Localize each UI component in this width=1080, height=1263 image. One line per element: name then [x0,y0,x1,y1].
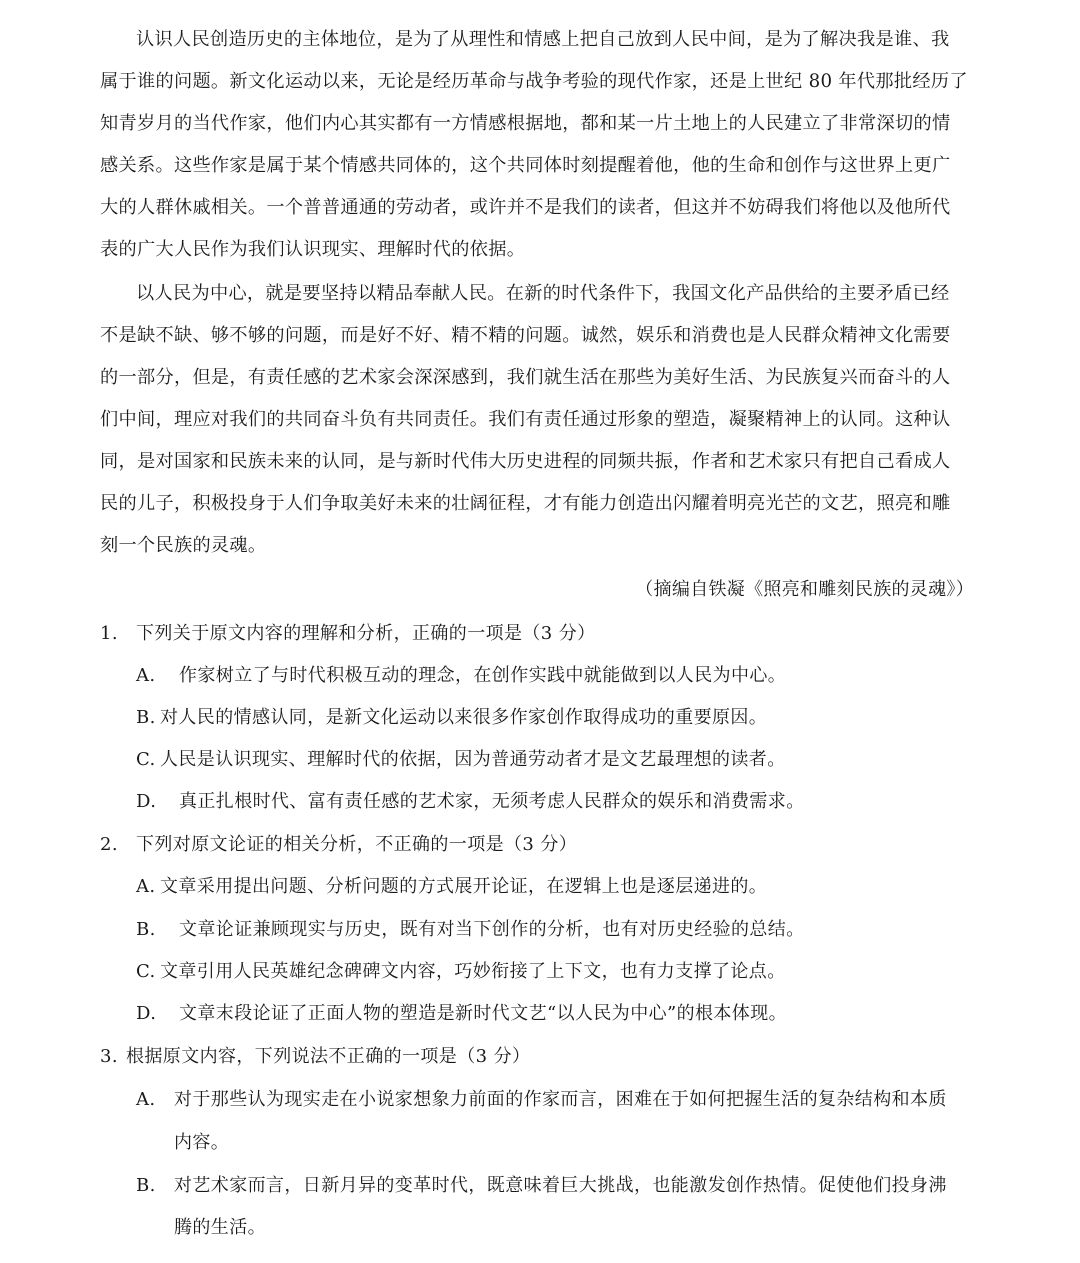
passage-line: 民的儿子，积极投身于人们争取美好未来的壮阔征程，才有能力创造出闪耀着明亮光芒的文艺，照亮和雕 [100,493,951,514]
option-text: 文章论证兼顾现实与历史，既有对当下创作的分析，也有对历史经验的总结。 [179,919,805,940]
passage-line: 感关系。这些作家是属于某个情感共同体的，这个共同体时刻提醒着他，他的生命和创作与这世界上更广 [100,155,951,176]
option-label: A. [136,876,156,897]
passage-line: 同，是对国家和民族未来的认同，是与新时代伟大历史进程的同频共振，作者和艺术家只有把自己看成人 [100,451,951,472]
option-text: 人民是认识现实、理解时代的依据，因为普通劳动者才是文艺最理想的读者。 [160,749,786,770]
option-text: 对于那些认为现实走在小说家想象力前面的作家而言，困难在于如何把握生活的复杂结构和本质 [174,1089,947,1110]
passage-line: 知青岁月的当代作家，他们内心其实都有一方情感根据地，都和某一片土地上的人民建立了非常深切的情 [100,113,951,134]
option-text: 作家树立了与时代积极互动的理念，在创作实践中就能做到以人民为中心。 [179,665,787,686]
passage-line: 表的广大人民作为我们认识现实、理解时代的依据。 [100,239,526,260]
option-text: 文章引用人民英雄纪念碑碑文内容，巧妙衔接了上下文，也有力支撑了论点。 [160,961,786,982]
passage-source: （摘编自铁凝《照亮和雕刻民族的灵魂》） [635,579,974,600]
question-text: 根据原文内容，下列说法不正确的一项是（3 分） [126,1046,531,1067]
option [136,921,805,939]
option-label: C. [136,961,156,982]
question-number: 1. [100,623,118,644]
option-text: 对人民的情感认同，是新文化运动以来很多作家创作取得成功的重要原因。 [160,707,768,728]
option-text: 文章采用提出问题、分析问题的方式展开论证，在逻辑上也是逐层递进的。 [160,876,768,897]
question-number: 2. [100,834,118,855]
option [136,878,767,896]
question-stem [100,625,596,643]
question-number: 3. [100,1046,118,1067]
question-stem [100,1048,530,1066]
option-label: D. [136,1003,157,1024]
question-text: 下列对原文论证的相关分析，不正确的一项是（3 分） [136,834,578,855]
passage-line: 的一部分，但是，有责任感的艺术家会深深感到，我们就生活在那些为美好生活、为民族复兴而奋斗的人 [100,367,951,388]
passage-line: 认识人民创造历史的主体地位，是为了从理性和情感上把自己放到人民中间，是为了解决我是谁、我 [136,29,950,50]
option [136,793,805,811]
option [136,963,786,981]
passage-line: 属于谁的问题。新文化运动以来，无论是经历革命与战争考验的现代作家，还是上世纪 80 年代那批经历了 [100,71,968,92]
passage-line: 以人民为中心，就是要坚持以精品奉献人民。在新的时代条件下，我国文化产品供给的主要矛盾已经 [136,283,950,304]
option-label: D. [136,791,157,812]
option [136,1177,947,1195]
option-continuation: 腾的生活。 [174,1217,266,1238]
passage-line: 刻一个民族的灵魂。 [100,535,267,556]
option [136,751,786,769]
option [136,667,786,685]
option-label: B. [136,1175,156,1196]
option-label: B. [136,707,156,728]
option-label: A. [136,665,156,686]
option-text: 真正扎根时代、富有责任感的艺术家，无须考虑人民群众的娱乐和消费需求。 [179,791,805,812]
question-text: 下列关于原文内容的理解和分析，正确的一项是（3 分） [136,623,596,644]
option-label: A. [136,1089,156,1110]
option-label: C. [136,749,156,770]
option [136,1005,787,1023]
passage-line: 不是缺不缺、够不够的问题，而是好不好、精不精的问题。诚然，娱乐和消费也是人民群众精神文化需要 [100,325,951,346]
option-text: 对艺术家而言，日新月异的变革时代，既意味着巨大挑战，也能激发创作热情。促使他们投身沸 [174,1175,947,1196]
option [136,709,767,727]
question-stem [100,836,577,854]
option-continuation: 内容。 [174,1132,230,1153]
option [136,1091,947,1109]
option-text: 文章末段论证了正面人物的塑造是新时代文艺“以人民为中心”的根本体现。 [179,1003,788,1024]
passage-line: 大的人群休戚相关。一个普普通通的劳动者，或许并不是我们的读者，但这并不妨碍我们将他以及他所代 [100,197,951,218]
option-label: B. [136,919,156,940]
passage-line: 们中间，理应对我们的共同奋斗负有共同责任。我们有责任通过形象的塑造，凝聚精神上的认同。这种认 [100,409,951,430]
